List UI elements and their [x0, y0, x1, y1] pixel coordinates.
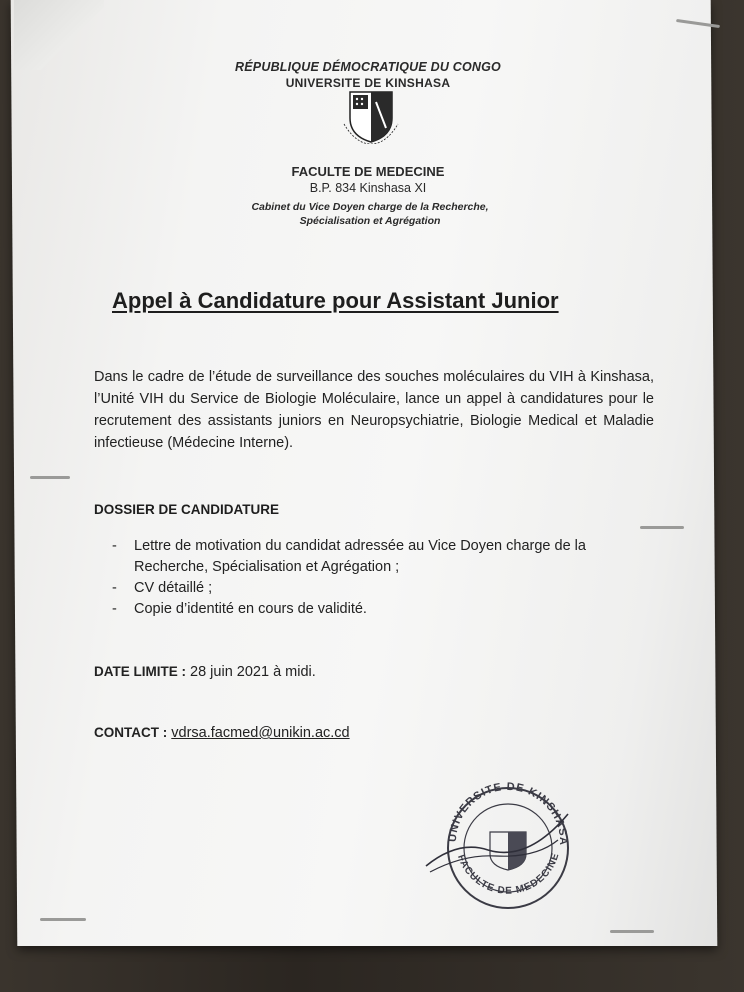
postal-address: B.P. 834 Kinshasa XI [309, 181, 427, 195]
university-crest-icon [336, 88, 406, 144]
dossier-list [112, 536, 652, 620]
office-line-1: Cabinet du Vice Doyen charge de la Recherche, [251, 201, 489, 213]
deadline-label: DATE LIMITE : [94, 664, 186, 679]
official-stamp-icon [418, 770, 598, 910]
list-item: - Copie d’identité en cours de validité. [112, 599, 652, 620]
contact-label: CONTACT : [94, 725, 168, 740]
list-item: - Lettre de motivation du candidat adressée au Vice Doyen charge de la Recherche, Spécialisation et Agrégation ; [112, 536, 652, 578]
contact-line [94, 725, 350, 741]
faculty-name: FACULTE DE MEDECINE [291, 164, 445, 179]
university-name: UNIVERSITE DE KINSHASA [285, 76, 451, 90]
deadline-value: 28 juin 2021 à midi. [186, 664, 316, 680]
country-name: RÉPUBLIQUE DÉMOCRATIQUE DU CONGO [235, 60, 501, 74]
pin-left-mid [30, 476, 70, 479]
dossier-heading: DOSSIER DE CANDIDATURE [94, 502, 280, 517]
pin-bottom-right [610, 930, 654, 933]
stamp-bottom-text: FACULTE DE MEDECINE [455, 851, 562, 897]
pin-right-mid [640, 526, 684, 529]
list-item: - CV détaillé ; [112, 578, 652, 599]
page-title: Appel à Candidature pour Assistant Junior [112, 288, 559, 313]
office-name [240, 200, 500, 228]
intro-paragraph: Dans le cadre de l’étude de surveillance des souches moléculaires du VIH à Kinshasa, l’Unité VIH du Service de Biologie Moléculaire, lance un appel à candidatures pour le recrutement des assistants juniors en Neuropsychiatrie, Biologie Medical et Maladie infectieuse (Médecine Interne). [94, 369, 654, 451]
contact-email-link[interactable]: vdrsa.facmed@unikin.ac.cd [171, 725, 350, 741]
office-line-2: Spécialisation et Agrégation [299, 215, 441, 227]
pin-bottom-left [40, 918, 86, 921]
deadline-line [94, 664, 316, 680]
stamp-top-text: UNIVERSITE DE KINSHASA [446, 780, 570, 846]
